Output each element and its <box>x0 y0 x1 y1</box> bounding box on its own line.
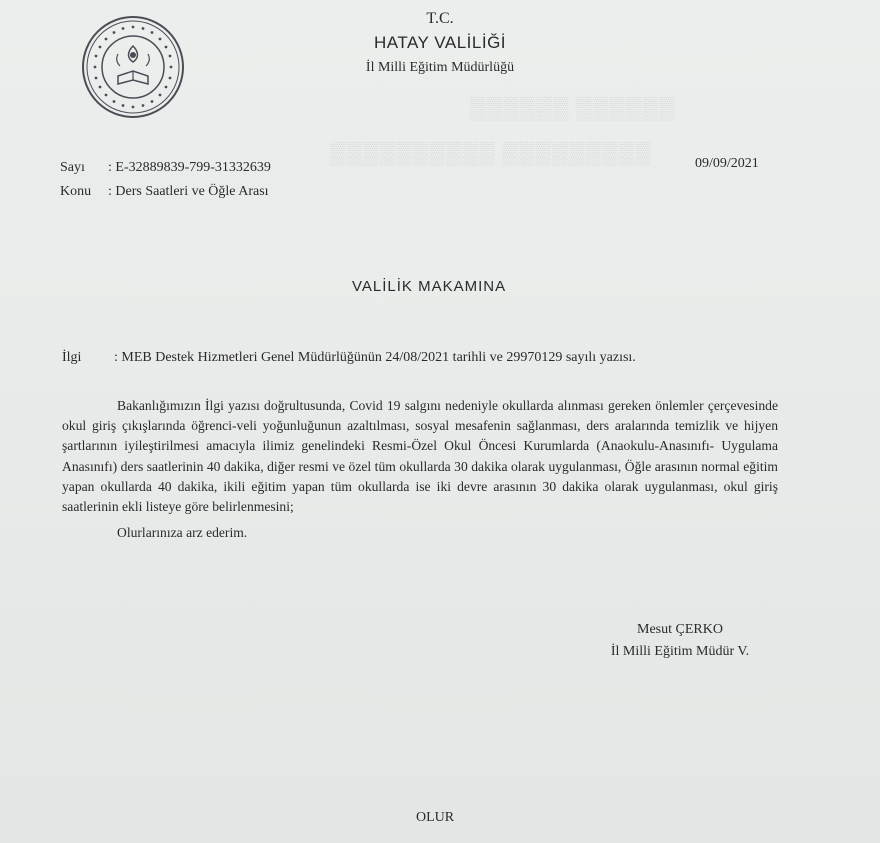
bleed-through-text: ▒▒▒▒▒▒ ▒▒▒▒▒▒ <box>470 95 676 120</box>
subject-row <box>60 184 269 200</box>
reference-number-label: Sayı <box>60 160 85 175</box>
recipient-heading: VALİLİK MAKAMINA <box>352 278 507 295</box>
reference-number-row <box>60 160 271 176</box>
signatory-title: İl Milli Eğitim Müdür V. <box>610 644 750 659</box>
body-paragraph: Bakanlığımızın İlgi yazısı doğrultusunda, Covid 19 salgını nedeniyle okullarda alınması gereken önlemler çerçevesinde okul giriş çıkışlarında öğrenci-veli yoğunluğunun azaltılması, sosyal mesafenin sağlanması, ders aralarında temizlik ve hijyen şartlarının iyileştirilmesi amacıyla ilimiz genelindeki Resmi-Özel Okul Öncesi Kurumlarda (Anaokulu-Anasınıfı- Uygulama Anasınıfı) ders saatlerinin 40 dakika, diğer resmi ve özel tüm okullarda 30 dakika olarak uygulanması, Öğle arasının normal eğitim yapan okullarda 40 dakika, ikili eğitim yapan tüm okullarda ise iki devre arasının 30 dakika olarak uygulanması, okul giriş saatlerinin ekli listeye göre belirlenmesini; <box>62 398 778 515</box>
reference-row <box>62 350 636 366</box>
approval-label: OLUR <box>416 810 455 825</box>
subject-label: Konu <box>60 184 92 199</box>
reference-number-value: : E-32889839-799-31332639 <box>108 160 271 175</box>
letter-body <box>62 396 778 543</box>
bleed-through-text: ▒▒▒▒▒▒▒▒▒▒ ▒▒▒▒▒▒▒▒▒ <box>330 140 652 165</box>
ministry-seal-logo <box>80 14 186 120</box>
closing-line: Olurlarınıza arz ederim. <box>117 525 248 541</box>
reference-label: İlgi <box>62 350 82 365</box>
header-directorate: İl Milli Eğitim Müdürlüğü <box>365 60 515 75</box>
subject-value: : Ders Saatleri ve Öğle Arası <box>108 184 269 199</box>
reference-text: : MEB Destek Hizmetleri Genel Müdürlüğünün 24/08/2021 tarihli ve 29970129 sayılı yazısı. <box>114 350 636 365</box>
signatory-name: Mesut ÇERKO <box>637 622 723 637</box>
header-tc: T.C. <box>426 10 454 27</box>
document-date: 09/09/2021 <box>695 156 759 171</box>
header-governorship: HATAY VALİLİĞİ <box>373 33 507 52</box>
